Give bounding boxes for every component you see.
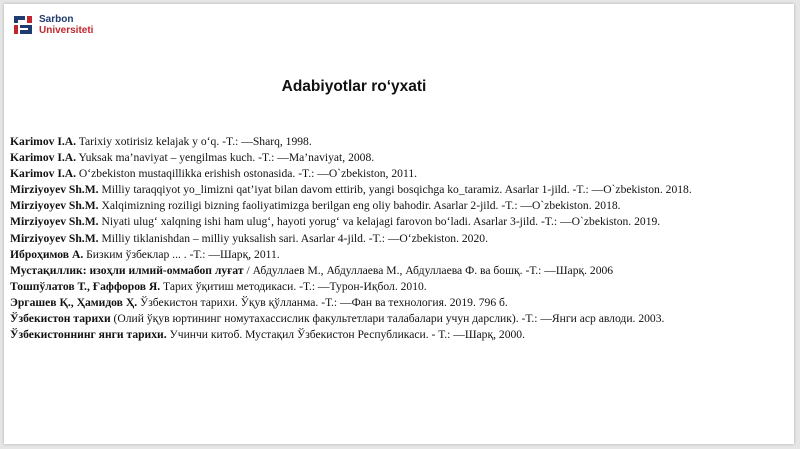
bibliography-list [10,134,785,343]
entry-text: Ўзбекистон тарихи. Ўқув қўлланма. -Т.: ―Фан ва технология. 2019. 796 б. [137,295,508,309]
entry-author: Mirziyoyev Sh.M. [10,183,99,197]
entry-text: Niyati ulug‘ xalqning ishi ham ulug‘, hayoti yorug‘ va kelajagi farovon bo‘ladi. Asarlar 3-jild. -T.: ―O`zbekiston. 2019. [98,215,661,229]
logo-text [39,14,93,36]
bibliography-entry [10,150,785,166]
bibliography-entry [10,279,785,295]
entry-author: Эргашев Қ., Ҳамидов Ҳ. [10,295,138,309]
bibliography-entry [10,295,785,311]
entry-author: Тошпўлатов Т., Ғаффоров Я. [10,279,161,293]
bibliography-entry [10,311,785,327]
entry-text: Milliy taraqqiyot yo_limizni qat’iyat bilan davom ettirib, yangi bosqichga ko_taramiz. Asarlar 1-jild. -T.: ―O`zbekiston. 2018. [98,183,692,197]
entry-author: Ўзбекистон тарихи [10,312,111,326]
logo-subname: Universiteti [39,25,94,36]
entry-author: Мустақиллик: изоҳли илмий-оммабоп луғат [10,263,244,277]
logo-mark-icon [12,14,34,36]
entry-text: Yuksak ma’naviyat – yengilmas kuch. -T.: ―Ma’naviyat, 2008. [76,151,375,165]
bibliography-entry [10,263,785,279]
entry-text: Xalqimizning roziligi bizning faoliyatimizga berilgan eng oliy bahodir. Asarlar 2-jild. -T.: ―O`zbekiston. 2018. [98,199,621,213]
entry-author: Mirziyoyev Sh.M. [10,231,99,245]
bibliography-entry [10,247,785,263]
entry-author: Karimov I.A. [10,135,77,148]
page-title: Adabiyotlar ro‘yxati [281,78,427,95]
bibliography-entry [10,231,785,247]
entry-text: Tarixiy xotirisiz kelajak y o‘q. -T.: ―Sharq, 1998. [76,135,312,148]
entry-text: Бизким ўзбеклар ... . -Т.: ―Шарқ, 2011. [83,247,280,261]
entry-text: Milliy tiklanishdan – milliy yuksalish sari. Asarlar 4-jild. -T.: ―O‘zbekiston. 2020. [98,231,488,245]
bibliography-entry [10,166,785,182]
bibliography-entry [10,198,785,214]
entry-text: Учинчи китоб. Мустақил Ўзбекистон Республикаси. - Т.: ―Шарқ, 2000. [166,328,525,342]
entry-author: Karimov I.A. [10,151,77,165]
entry-author: Ўзбекистоннинг янги тарихи. [10,328,167,342]
entry-author: Mirziyoyev Sh.M. [10,199,99,213]
entry-author: Mirziyoyev Sh.M. [10,215,99,229]
entry-text: Тарих ўқитиш методикаси. -Т.: ―Турон-Иқбол. 2010. [160,279,427,293]
entry-text: / Абдуллаев М., Абдуллаева М., Абдуллаева Ф. ва бошқ. -Т.: ―Шарқ. 2006 [243,263,614,277]
logo-name: Sarbon [39,14,74,25]
entry-text: O‘zbekiston mustaqillikka erishish ostonasida. -T.: ―O`zbekiston, 2011. [76,167,418,181]
university-logo [12,14,93,36]
bibliography-entry [10,327,785,343]
entry-author: Karimov I.A. [10,167,77,181]
bibliography-entry [10,182,785,198]
entry-author: Иброҳимов А. [10,247,84,261]
bibliography-entry [10,134,785,150]
slide [4,4,794,444]
entry-text: (Олий ўқув юртининг номутахассислик факультетлари талабалари учун дарслик). -Т.: ―Янги аср авлоди. 2003. [110,312,665,326]
bibliography-entry [10,214,785,230]
